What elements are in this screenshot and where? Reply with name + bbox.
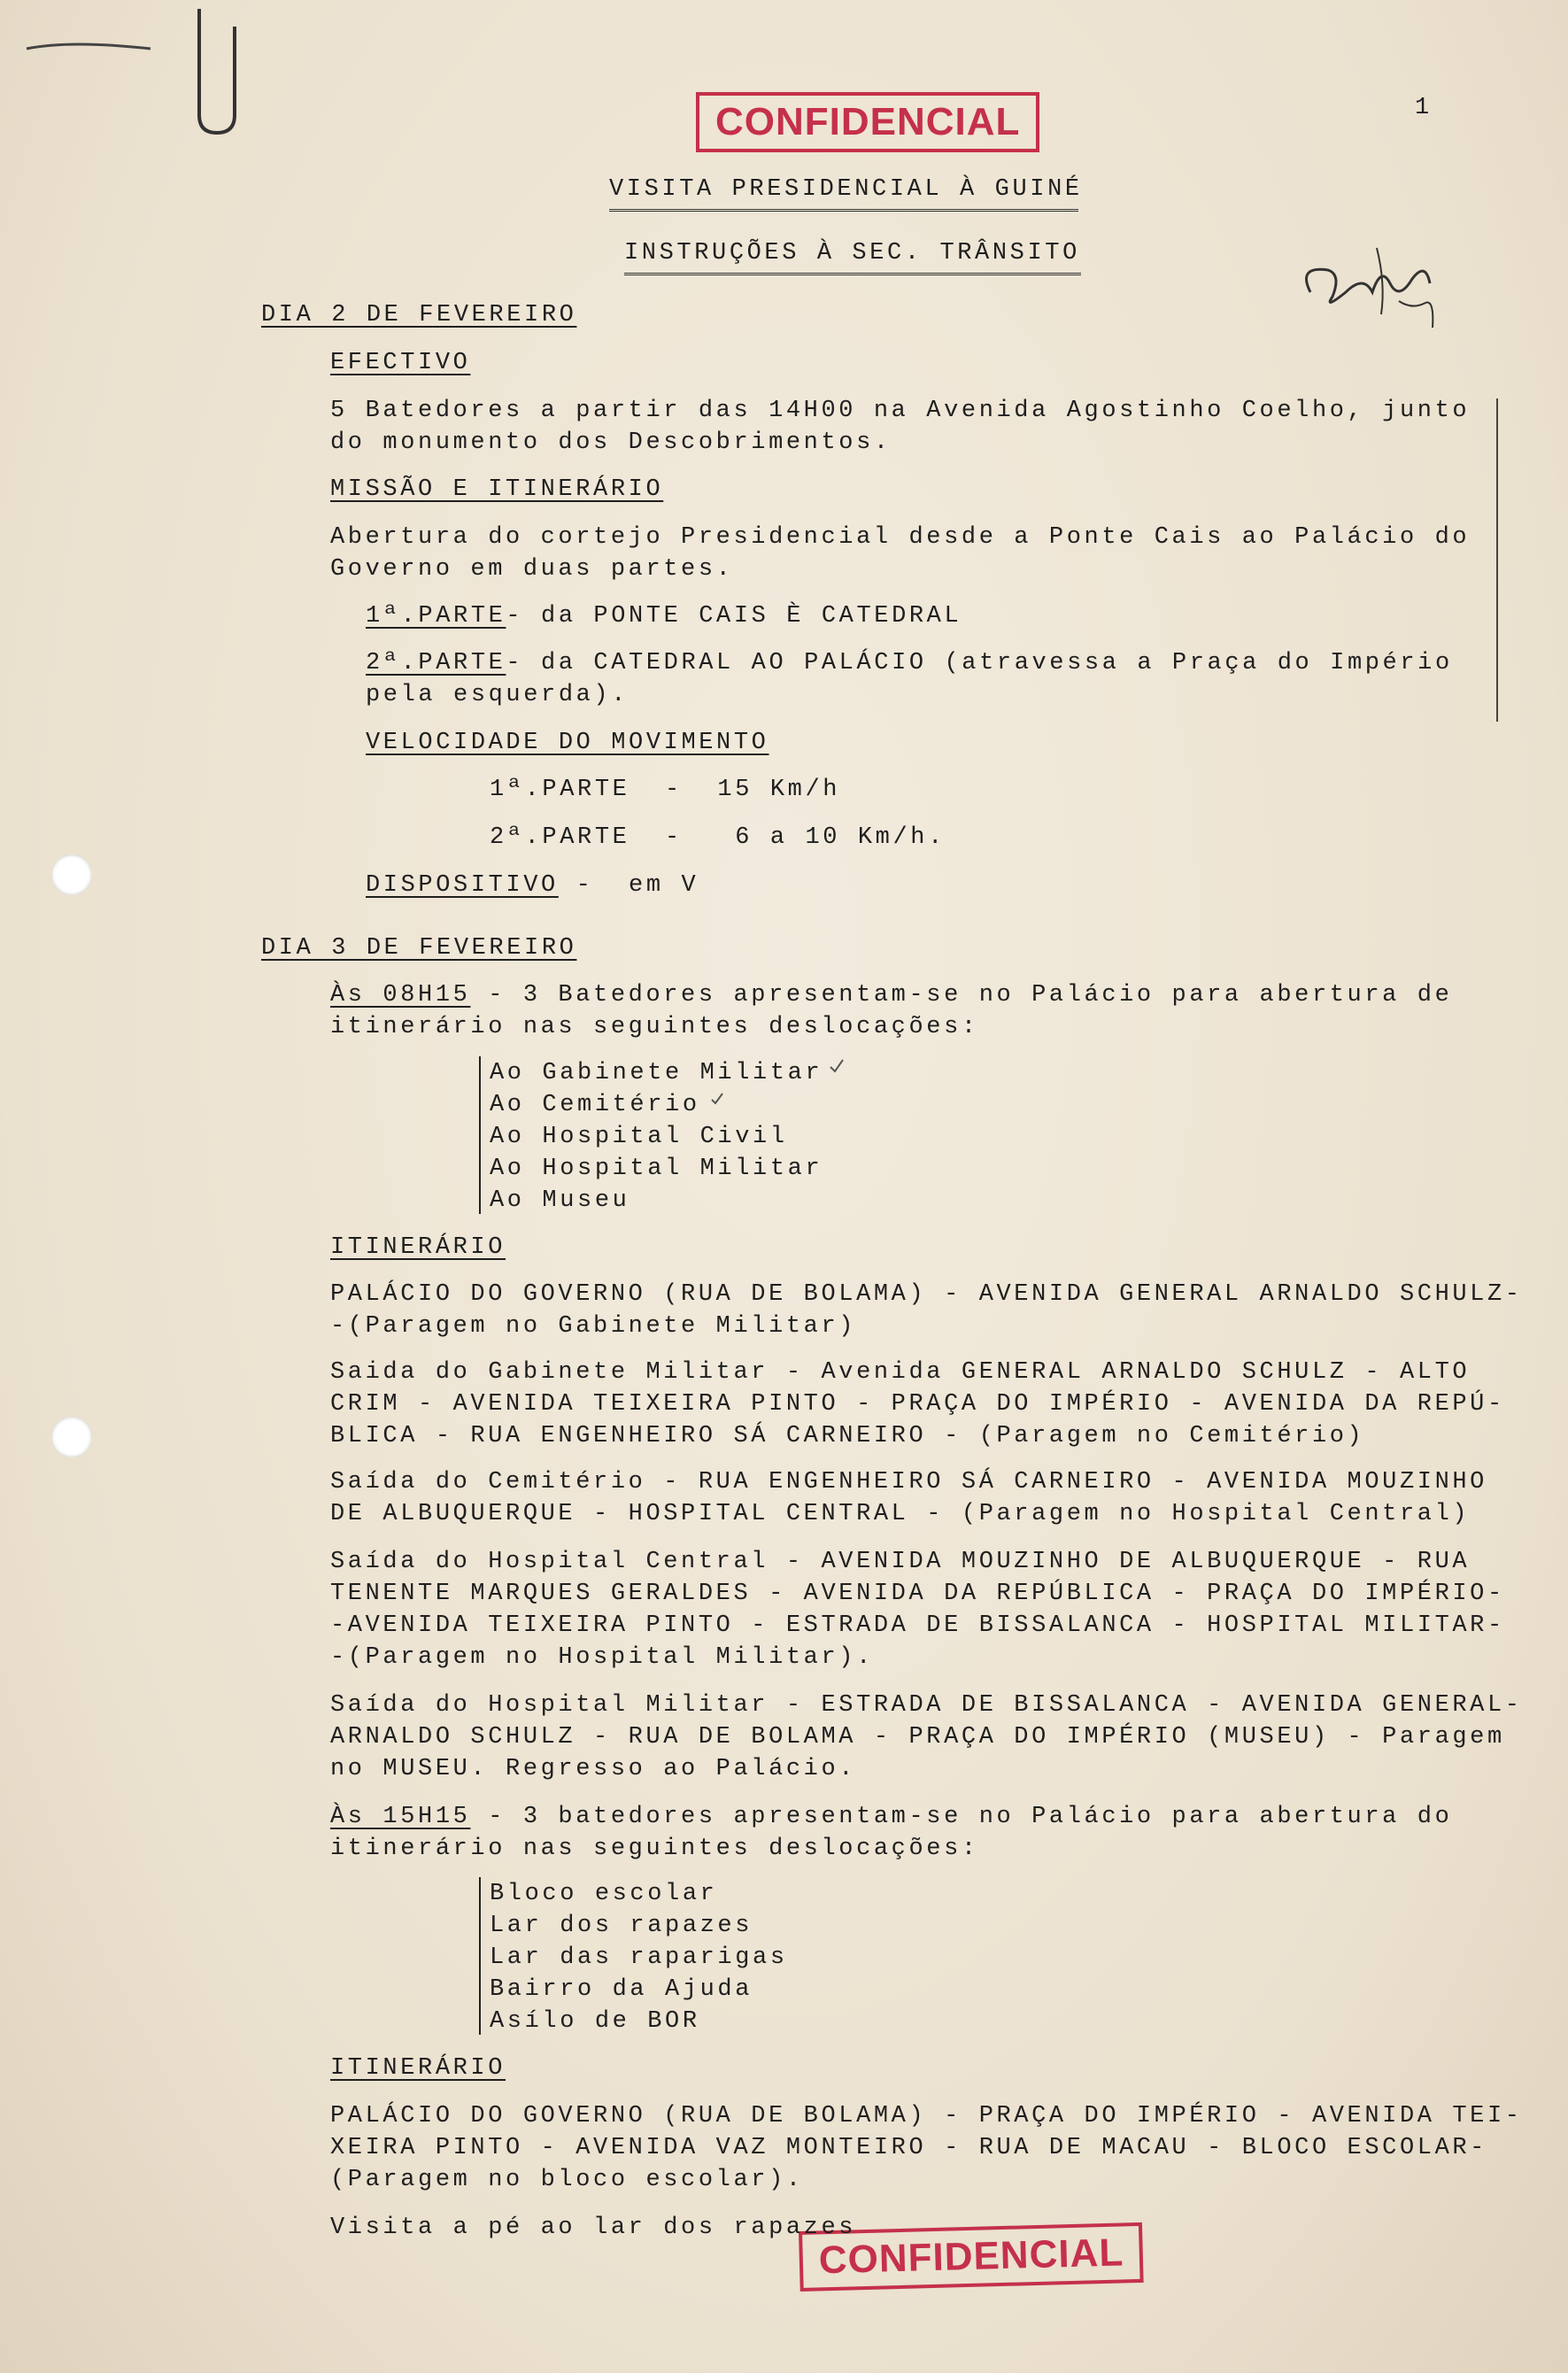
para6-line: XEIRA PINTO - AVENIDA VAZ MONTEIRO - RUA DE MACAU - BLOCO ESCOLAR- (330, 2135, 1487, 2161)
list1-item: Ao Hospital Civil (490, 1124, 788, 1150)
dispositivo-line (366, 870, 699, 901)
list2-item: Asílo de BOR (490, 2008, 700, 2035)
para5-line: ARNALDO SCHULZ - RUA DE BOLAMA - PRAÇA DO IMPÉRIO (MUSEU) - Paragem (330, 1724, 1505, 1751)
document-subtitle: INSTRUÇÕES À SEC. TRÂNSITO (624, 240, 1080, 267)
parte2-text: - da CATEDRAL AO PALÁCIO (atravessa a Praça do Império (506, 650, 1453, 676)
parte2-line (366, 647, 1453, 679)
page-number: 1 (1415, 95, 1433, 121)
efectivo-label: EFECTIVO (330, 350, 471, 376)
parte2-cont: pela esquerda). (366, 682, 630, 708)
efectivo-line-1: 5 Batedores a partir das 14H00 na Avenida Agostinho Coelho, junto (330, 398, 1471, 424)
document-title: VISITA PRESIDENCIAL À GUINÉ (609, 176, 1083, 203)
list1-item: Ao Hospital Militar (490, 1156, 823, 1182)
confidential-stamp-top: CONFIDENCIAL (696, 92, 1039, 152)
parte1-label: 1ª.PARTE (366, 603, 506, 630)
time2-line (330, 1801, 1452, 1833)
speed-line-2: 2ª.PARTE - 6 a 10 Km/h. (490, 824, 946, 851)
para3-line: DE ALBUQUERQUE - HOSPITAL CENTRAL - (Paragem no Hospital Central) (330, 1501, 1471, 1527)
check-mark (710, 1092, 724, 1106)
list2-bracket (479, 1877, 481, 2035)
list1-bracket (479, 1056, 481, 1214)
last-line: Visita a pé ao lar dos rapazes (330, 2215, 857, 2241)
velocidade-label: VELOCIDADE DO MOVIMENTO (366, 730, 769, 756)
efectivo-line-2: do monumento dos Descobrimentos. (330, 429, 892, 456)
para4-line: -(Paragem no Hospital Militar). (330, 1644, 874, 1671)
time1-line (330, 979, 1452, 1011)
itinerario-label: ITINERÁRIO (330, 1234, 506, 1261)
para4-line: TENENTE MARQUES GERALDES - AVENIDA DA REPÚBLICA - PRAÇA DO IMPÉRIO- (330, 1581, 1505, 1607)
confidential-stamp-bottom: CONFIDENCIAL (799, 2222, 1144, 2292)
para2-line: Saida do Gabinete Militar - Avenida GENERAL ARNALDO SCHULZ - ALTO (330, 1359, 1471, 1386)
paperclip-mark (18, 0, 239, 151)
time1-text: - 3 Batedores apresentam-se no Palácio para abertura de (470, 982, 1453, 1009)
list1-item: Ao Museu (490, 1187, 630, 1214)
itinerario2-label: ITINERÁRIO (330, 2055, 506, 2082)
para4-line: -AVENIDA TEIXEIRA PINTO - ESTRADA DE BISSALANCA - HOSPITAL MILITAR- (330, 1612, 1505, 1639)
para4-line: Saída do Hospital Central - AVENIDA MOUZINHO DE ALBUQUERQUE - RUA (330, 1549, 1471, 1575)
para2-line: CRIM - AVENIDA TEIXEIRA PINTO - PRAÇA DO IMPÉRIO - AVENIDA DA REPÚ- (330, 1391, 1505, 1418)
para5-line: Saída do Hospital Militar - ESTRADA DE BISSALANCA - AVENIDA GENERAL- (330, 1692, 1523, 1719)
para6-line: PALÁCIO DO GOVERNO (RUA DE BOLAMA) - PRAÇA DO IMPÉRIO - AVENIDA TEI- (330, 2103, 1523, 2130)
para2-line: BLICA - RUA ENGENHEIRO SÁ CARNEIRO - (Paragem no Cemitério) (330, 1423, 1365, 1449)
list1-item: Ao Cemitério (490, 1092, 700, 1118)
para1-line: -(Paragem no Gabinete Militar) (330, 1313, 857, 1340)
list2-item: Lar dos rapazes (490, 1913, 753, 1939)
check-mark (829, 1058, 845, 1074)
punch-hole-top (51, 854, 92, 895)
time2-text: - 3 batedores apresentam-se no Palácio para abertura do (470, 1804, 1453, 1830)
time2-label: Às 15H15 (330, 1804, 471, 1830)
parte1-text: - da PONTE CAIS È CATEDRAL (506, 603, 962, 630)
dispositivo-text: - em V (558, 872, 699, 899)
parte1-line (366, 600, 962, 632)
para5-line: no MUSEU. Regresso ao Palácio. (330, 1756, 857, 1782)
speed-line-1: 1ª.PARTE - 15 Km/h (490, 777, 841, 803)
missao-line-2: Governo em duas partes. (330, 556, 734, 583)
day1-heading: DIA 2 DE FEVEREIRO (261, 302, 577, 329)
time2-cont: itinerário nas seguintes deslocações: (330, 1836, 979, 1862)
time1-label: Às 08H15 (330, 982, 471, 1009)
list2-item: Lar das raparigas (490, 1944, 788, 1971)
parte2-label: 2ª.PARTE (366, 650, 506, 676)
para1-line: PALÁCIO DO GOVERNO (RUA DE BOLAMA) - AVENIDA GENERAL ARNALDO SCHULZ- (330, 1281, 1523, 1308)
missao-line-1: Abertura do cortejo Presidencial desde a Ponte Cais ao Palácio do (330, 524, 1471, 551)
time1-cont: itinerário nas seguintes deslocações: (330, 1014, 979, 1040)
margin-mark (1496, 398, 1498, 722)
dispositivo-label: DISPOSITIVO (366, 872, 559, 899)
punch-hole-bottom (51, 1417, 92, 1457)
title-double-underline (609, 209, 1078, 215)
list1-item: Ao Gabinete Militar (490, 1060, 823, 1086)
subtitle-double-underline (624, 273, 1081, 279)
missao-label: MISSÃO E ITINERÁRIO (330, 476, 664, 503)
list2-item: Bairro da Ajuda (490, 1976, 753, 2003)
list2-item: Bloco escolar (490, 1881, 718, 1907)
handwritten-signature (1293, 230, 1452, 345)
para3-line: Saída do Cemitério - RUA ENGENHEIRO SÁ CARNEIRO - AVENIDA MOUZINHO (330, 1469, 1487, 1496)
para6-line: (Paragem no bloco escolar). (330, 2167, 804, 2193)
day2-heading: DIA 3 DE FEVEREIRO (261, 935, 577, 962)
